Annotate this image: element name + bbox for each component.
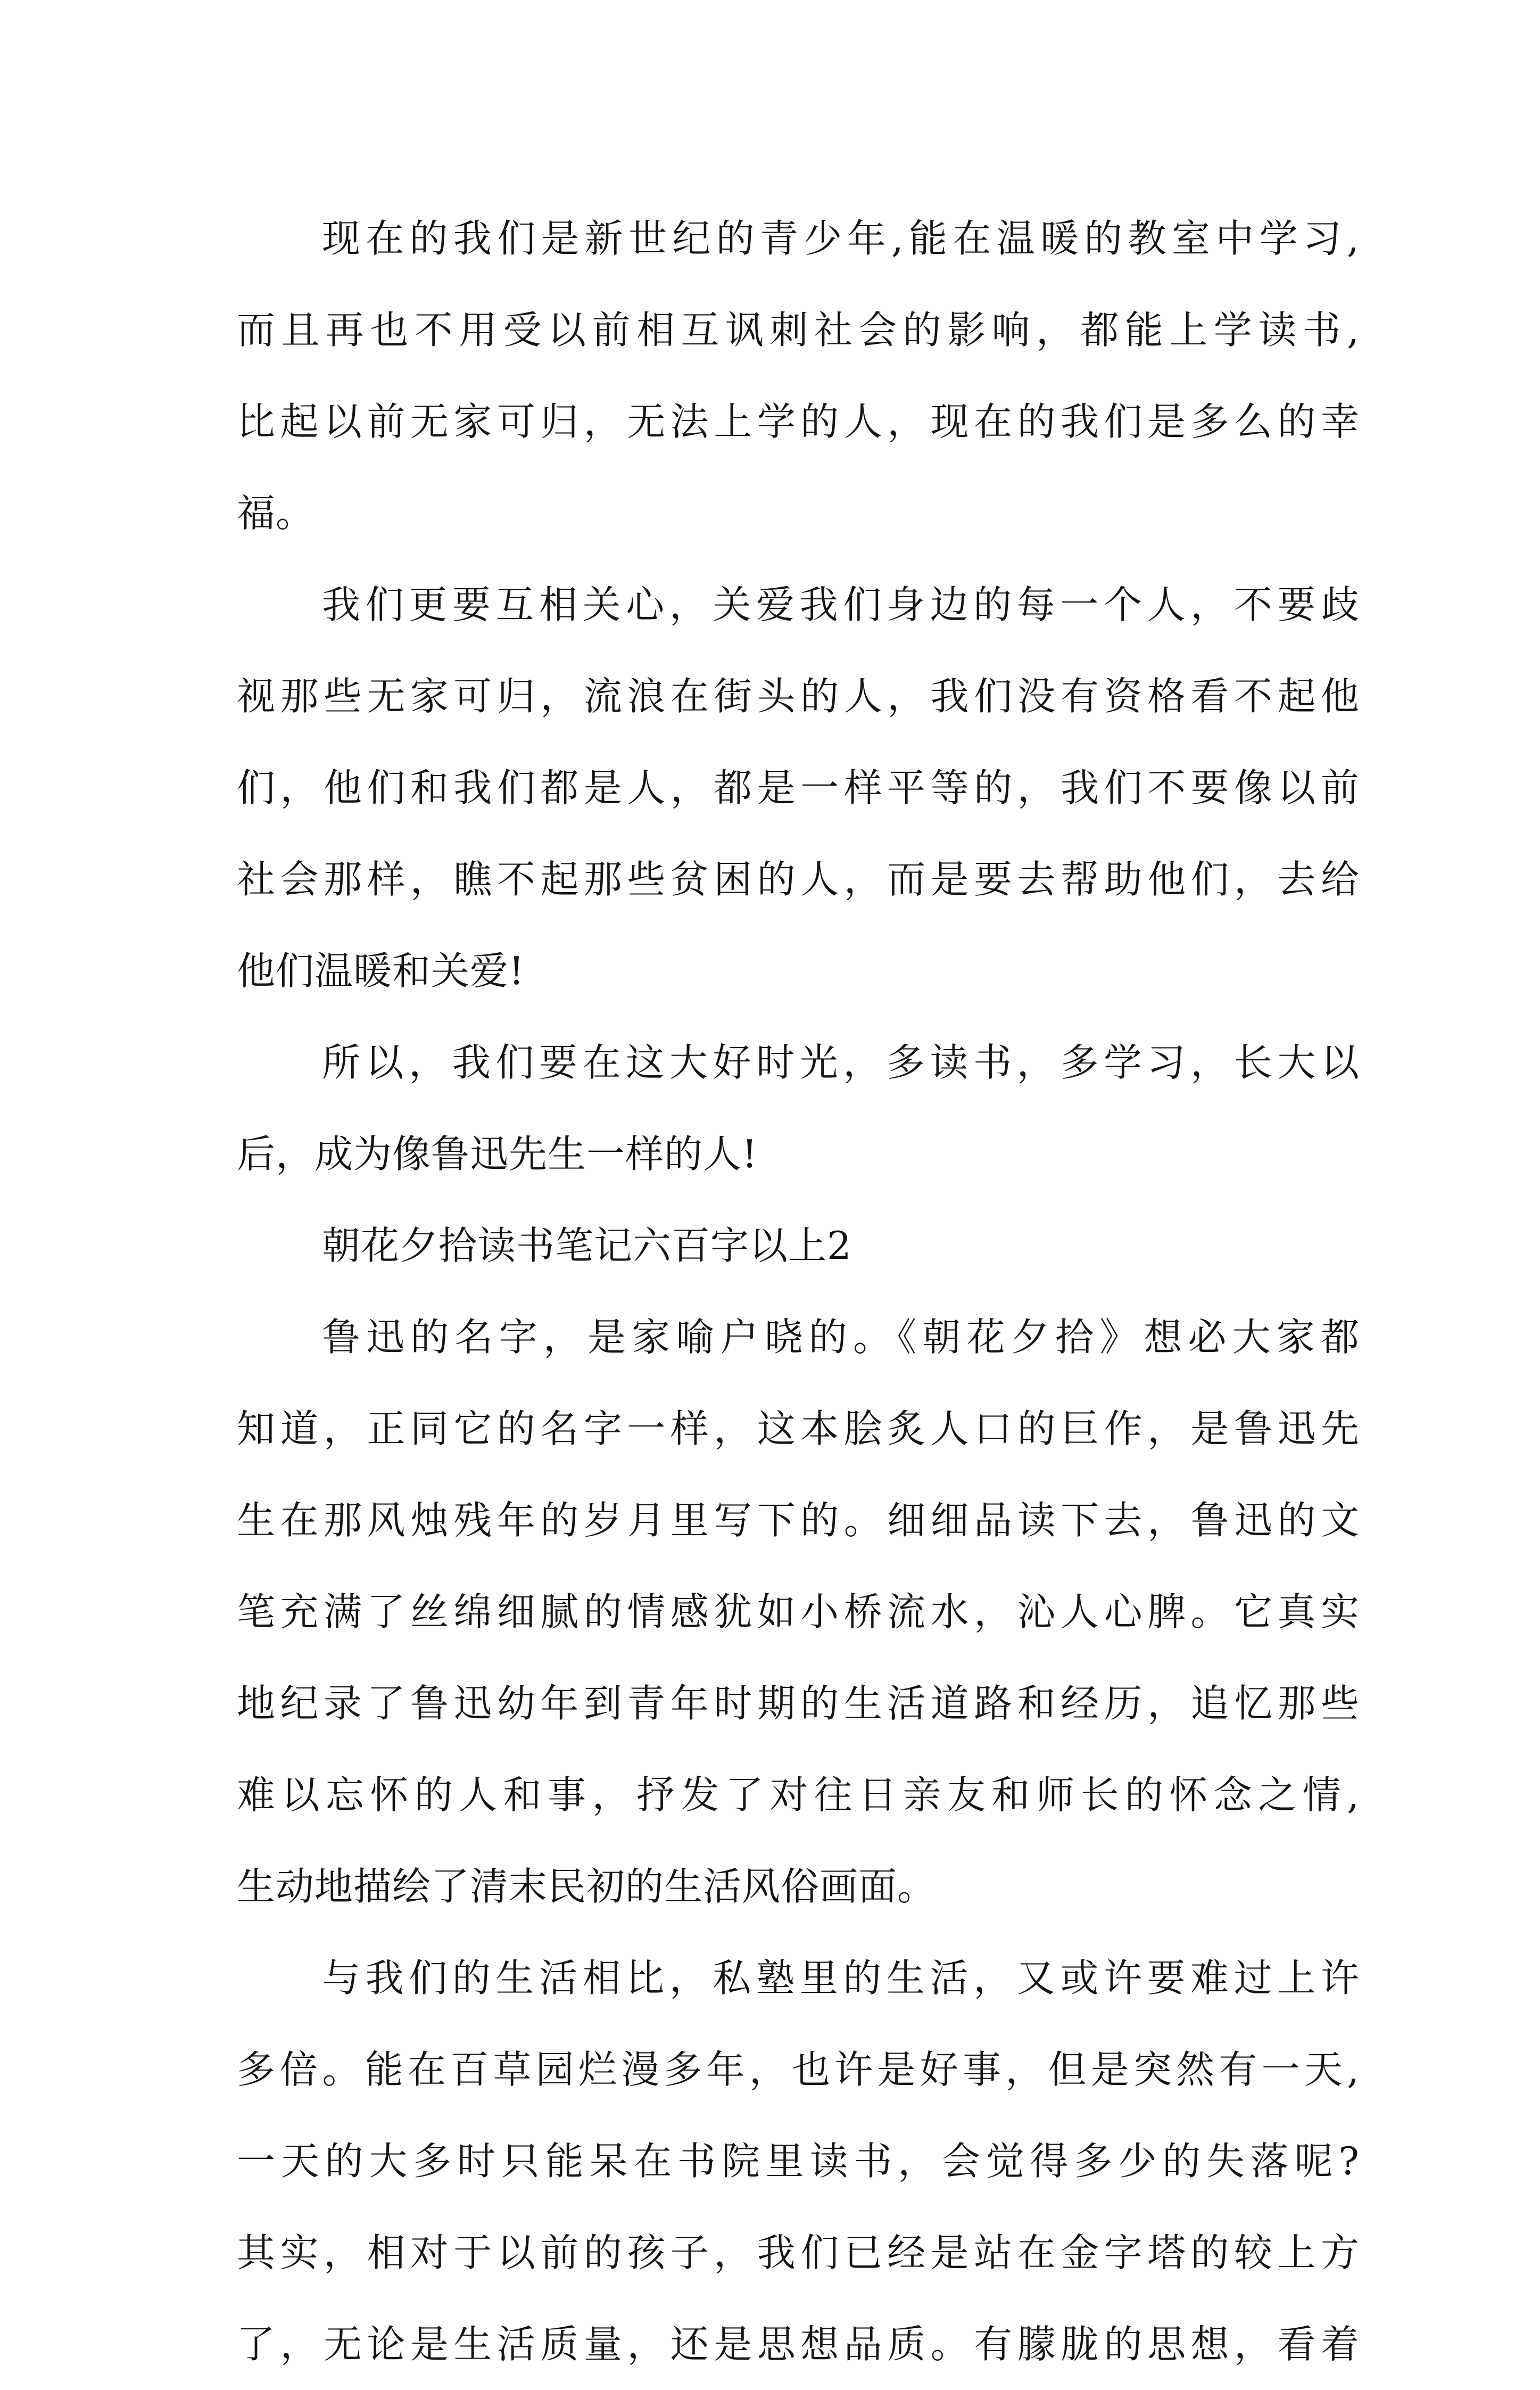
text-line: 而且再也不用受以前相互讽刺社会的影响，都能上学读书, [237,308,1360,352]
text-line: 比起以前无家可归，无法上学的人，现在的我们是多么的幸 [237,399,1360,444]
text-line: 朝花夕拾读书笔记六百字以上2 [322,1223,852,1268]
text-line: 了，无论是生活质量，还是思想品质。有朦胧的思想，看着 [237,2322,1360,2367]
text-line: 社会那样，瞧不起那些贫困的人，而是要去帮助他们，去给 [237,857,1360,902]
text-line: 福。 [237,491,315,535]
text-line: 后，成为像鲁迅先生一样的人! [237,1132,758,1176]
text-line: 知道，正同它的名字一样，这本脍炙人口的巨作，是鲁迅先 [237,1406,1360,1451]
text-line: 鲁迅的名字，是家喻户晓的。《朝花夕拾》想必大家都 [322,1315,1360,1359]
text-line: 所以，我们要在这大好时光，多读书，多学习，长大以 [322,1040,1360,1085]
text-line: 笔充满了丝绵细腻的情感犹如小桥流水，沁人心脾。它真实 [237,1589,1360,1634]
text-line: 我们更要互相关心，关爱我们身边的每一个人，不要歧 [322,582,1360,627]
text-line: 与我们的生活相比，私塾里的生活，又或许要难过上许 [322,1956,1360,2000]
text-line: 难以忘怀的人和事，抒发了对往日亲友和师长的怀念之情, [237,1773,1360,1817]
text-line: 生动地描绘了清末民初的生活风俗画面。 [237,1864,937,1909]
text-line: 多倍。能在百草园烂漫多年，也许是好事，但是突然有一天, [237,2047,1360,2092]
text-line: 其实，相对于以前的孩子，我们已经是站在金字塔的较上方 [237,2230,1360,2275]
document-body [237,193,1360,2390]
text-line: 地纪录了鲁迅幼年到青年时期的生活道路和经历，追忆那些 [237,1681,1360,1726]
text-line: 生在那风烛残年的岁月里写下的。细细品读下去，鲁迅的文 [237,1498,1360,1543]
text-line: 们，他们和我们都是人，都是一样平等的，我们不要像以前 [237,765,1360,810]
text-line: 视那些无家可归，流浪在街头的人，我们没有资格看不起他 [237,674,1360,719]
text-line: 现在的我们是新世纪的青少年,能在温暖的教室中学习, [322,216,1360,261]
text-line: 他们温暖和关爱! [237,949,525,993]
text-line: 一天的大多时只能呆在书院里读书，会觉得多少的失落呢? [237,2139,1360,2183]
